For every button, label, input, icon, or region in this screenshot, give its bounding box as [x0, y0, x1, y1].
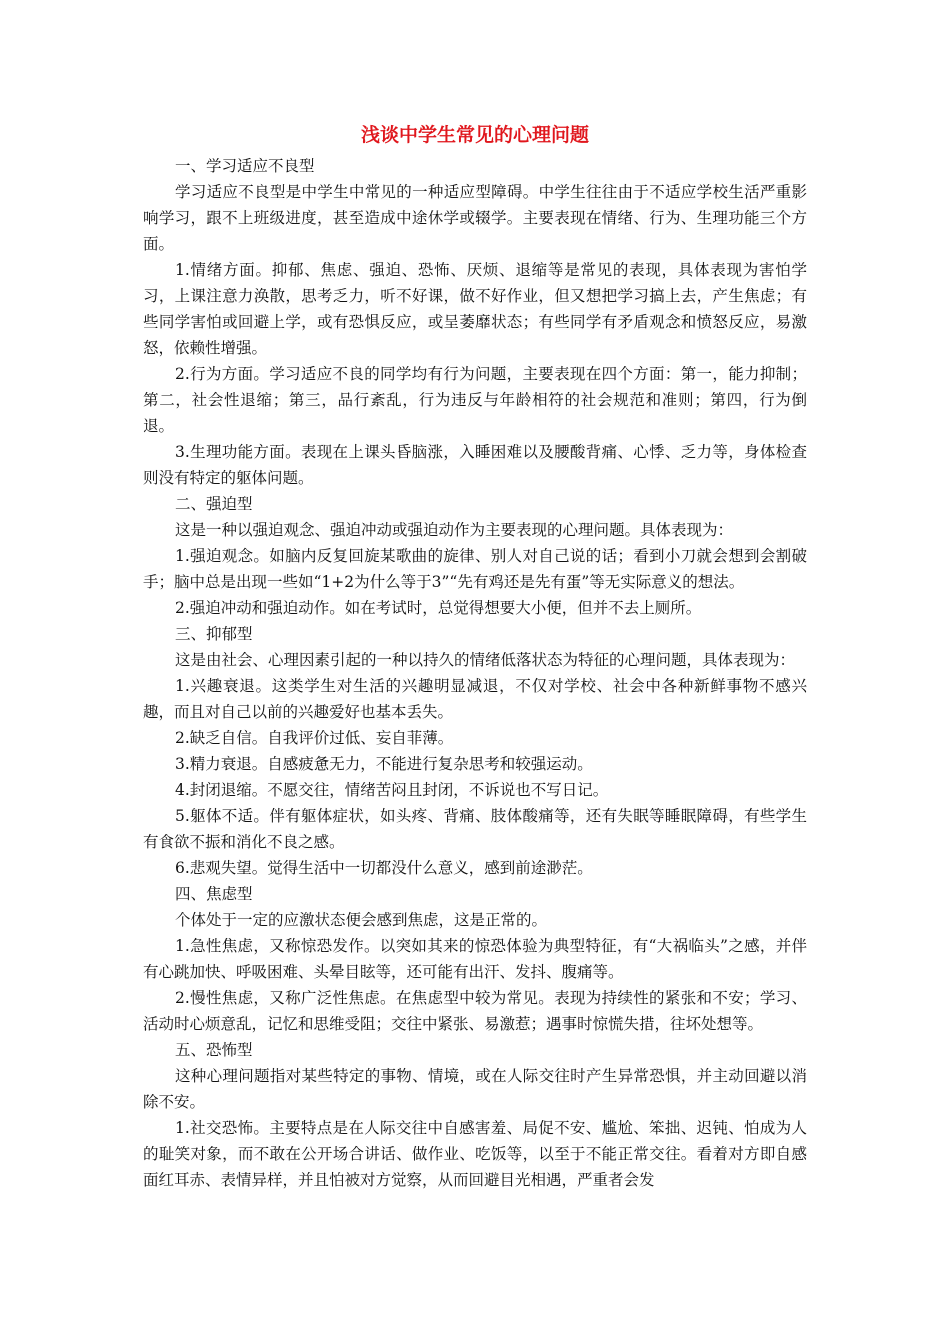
paragraph: 这是一种以强迫观念、强迫冲动或强迫动作为主要表现的心理问题。具体表现为：	[175, 521, 734, 539]
paragraph: 2.慢性焦虑，又称广泛性焦虑。在焦虑型中较为常见。表现为持续性的紧张和不安；学习、活动时心烦意乱，记忆和思维受阻；交往中紧张、易激惹；遇事时惊慌失措，往坏处想等。	[143, 989, 807, 1033]
section-heading: 五、恐怖型	[175, 1041, 253, 1059]
paragraph: 3.生理功能方面。表现在上课头昏脑涨，入睡困难以及腰酸背痛、心悸、乏力等，身体检查则没有特定的躯体问题。	[143, 443, 807, 487]
paragraph: 6.悲观失望。觉得生活中一切都没什么意义，感到前途渺茫。	[175, 859, 593, 877]
paragraph: 这种心理问题指对某些特定的事物、情境，或在人际交往时产生异常恐惧，并主动回避以消除不安。	[143, 1067, 807, 1111]
paragraph: 1.社交恐怖。主要特点是在人际交往中自感害羞、局促不安、尴尬、笨拙、迟钝、怕成为人的耻笑对象，而不敢在公开场合讲话、做作业、吃饭等，以至于不能正常交往。看着对方即自感面红耳赤、表情异样，并且怕被对方觉察，从而回避目光相遇，严重者会发	[143, 1119, 807, 1189]
paragraph: 1.兴趣衰退。这类学生对生活的兴趣明显减退，不仅对学校、社会中各种新鲜事物不感兴趣，而且对自己以前的兴趣爱好也基本丢失。	[143, 677, 807, 721]
paragraph: 1.强迫观念。如脑内反复回旋某歌曲的旋律、别人对自己说的话；看到小刀就会想到会割破手；脑中总是出现一些如“1+2为什么等于3”“先有鸡还是先有蛋”等无实际意义的想法。	[143, 547, 807, 591]
section-heading: 一、学习适应不良型	[175, 157, 315, 175]
document-title: 浅谈中学生常见的心理问题	[360, 124, 589, 146]
paragraph: 学习适应不良型是中学生中常见的一种适应型障碍。中学生往往由于不适应学校生活严重影响学习，跟不上班级进度，甚至造成中途休学或辍学。主要表现在情绪、行为、生理功能三个方面。	[143, 183, 807, 253]
paragraph: 2.强迫冲动和强迫动作。如在考试时，总觉得想要大小便，但并不去上厕所。	[175, 599, 702, 617]
paragraph: 这是由社会、心理因素引起的一种以持久的情绪低落状态为特征的心理问题，具体表现为：	[175, 651, 796, 669]
paragraph: 1.急性焦虑，又称惊恐发作。以突如其来的惊恐体验为典型特征，有“大祸临头”之感，并伴有心跳加快、呼吸困难、头晕目眩等，还可能有出汗、发抖、腹痛等。	[143, 937, 807, 981]
paragraph: 4.封闭退缩。不愿交往，情绪苦闷且封闭，不诉说也不写日记。	[175, 781, 609, 799]
paragraph: 3.精力衰退。自感疲惫无力，不能进行复杂思考和较强运动。	[175, 755, 593, 773]
paragraph: 1.情绪方面。抑郁、焦虑、强迫、恐怖、厌烦、退缩等是常见的表现，具体表现为害怕学习，上课注意力涣散，思考乏力，听不好课，做不好作业，但又想把学习搞上去，产生焦虑；有些同学害怕或回避上学，或有恐惧反应，或呈萎靡状态；有些同学有矛盾观念和愤怒反应，易激怒，依赖性增强。	[143, 261, 807, 357]
paragraph: 2.缺乏自信。自我评价过低、妄自菲薄。	[175, 729, 454, 747]
paragraph: 5.躯体不适。伴有躯体症状，如头疼、背痛、肢体酸痛等，还有失眠等睡眠障碍，有些学生有食欲不振和消化不良之感。	[143, 807, 807, 851]
section-heading: 三、抑郁型	[175, 625, 253, 643]
paragraph: 2.行为方面。学习适应不良的同学均有行为问题，主要表现在四个方面：第一，能力抑制；第二，社会性退缩；第三，品行紊乱，行为违反与年龄相符的社会规范和准则；第四，行为倒退。	[143, 365, 807, 435]
paragraph: 个体处于一定的应激状态便会感到焦虑，这是正常的。	[175, 911, 548, 929]
section-heading: 二、强迫型	[175, 495, 253, 513]
document-body	[143, 153, 807, 1193]
section-heading: 四、焦虑型	[175, 885, 253, 903]
